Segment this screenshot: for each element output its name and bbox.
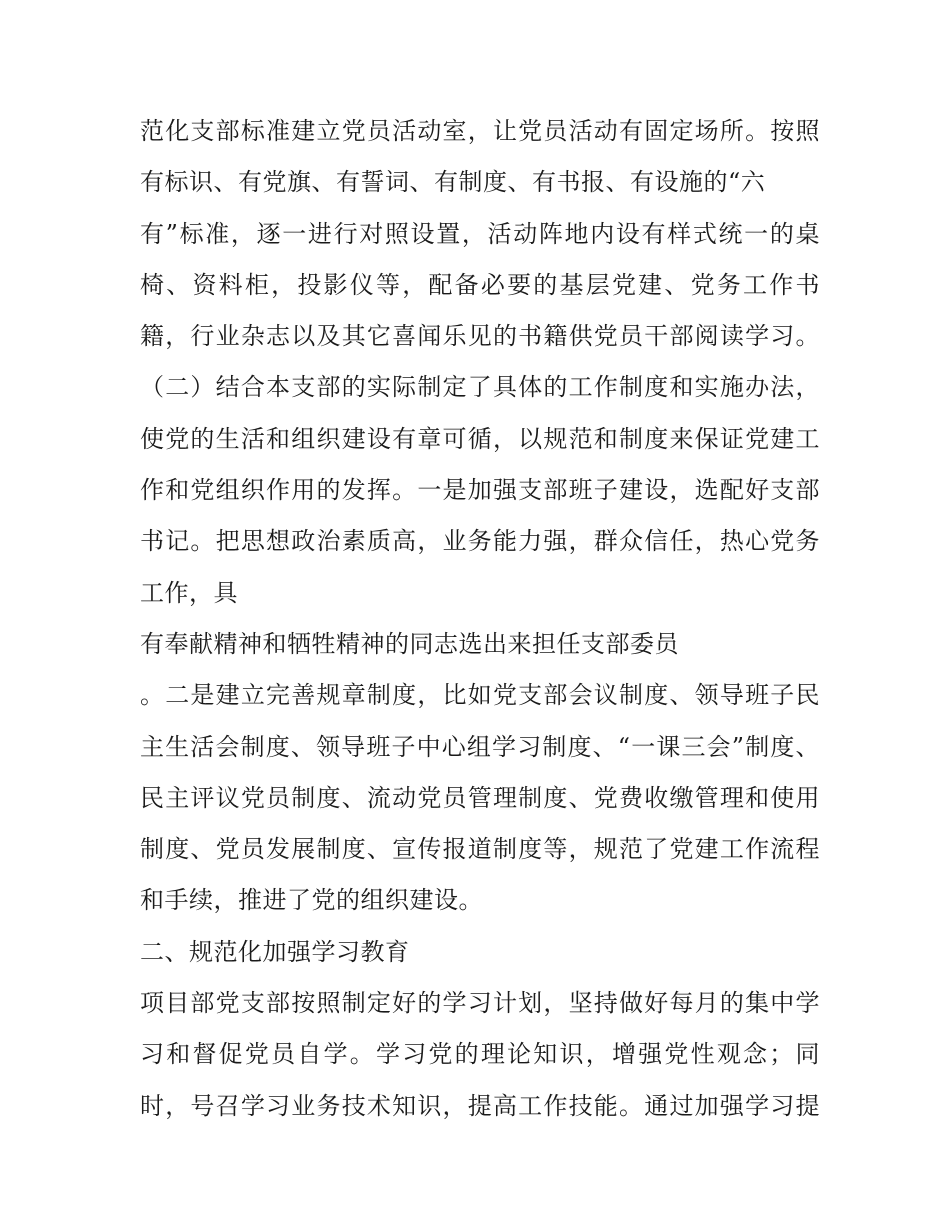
text-line: 习和督促党员自学。学习党的理论知识，增强党性观念；同	[140, 1040, 820, 1069]
text-line: 工作，具	[140, 578, 238, 607]
text-line: 有奉献精神和牺牲精神的同志选出来担任支部委员	[140, 629, 679, 658]
text-line: 二、规范化加强学习教育	[140, 937, 410, 966]
text-line: 主生活会制度、领导班子中心组学习制度、“一课三会”制度、	[140, 732, 820, 761]
text-line: 民主评议党员制度、流动党员管理制度、党费收缴管理和使用	[140, 783, 820, 812]
text-line: 作和党组织作用的发挥。一是加强支部班子建设，选配好支部	[140, 476, 820, 505]
text-line: 籍，行业杂志以及其它喜闻乐见的书籍供党员干部阅读学习。	[140, 322, 820, 351]
text-line: 和手续，推进了党的组织建设。	[140, 886, 483, 915]
text-line: 使党的生活和组织建设有章可循，以规范和制度来保证党建工	[140, 424, 820, 453]
text-line: 有”标准，逐一进行对照设置，活动阵地内设有样式统一的桌	[140, 219, 820, 248]
text-line: 有标识、有党旗、有誓词、有制度、有书报、有设施的“六	[140, 168, 766, 197]
document-body	[140, 106, 820, 1132]
text-line: （二）结合本支部的实际制定了具体的工作制度和实施办法，	[140, 373, 820, 402]
text-line: 椅、资料柜，投影仪等，配备必要的基层党建、党务工作书	[140, 270, 820, 299]
text-line: 项目部党支部按照制定好的学习计划，坚持做好每月的集中学	[140, 989, 820, 1018]
text-line: 范化支部标准建立党员活动室，让党员活动有固定场所。按照	[140, 117, 820, 145]
text-line: 。二是建立完善规章制度，比如党支部会议制度、领导班子民	[140, 681, 820, 710]
text-line: 制度、党员发展制度、宣传报道制度等，规范了党建工作流程	[140, 835, 820, 864]
text-line: 时，号召学习业务技术知识，提高工作技能。通过加强学习提	[140, 1091, 820, 1120]
text-line: 书记。把思想政治素质高，业务能力强，群众信任，热心党务	[140, 527, 820, 556]
